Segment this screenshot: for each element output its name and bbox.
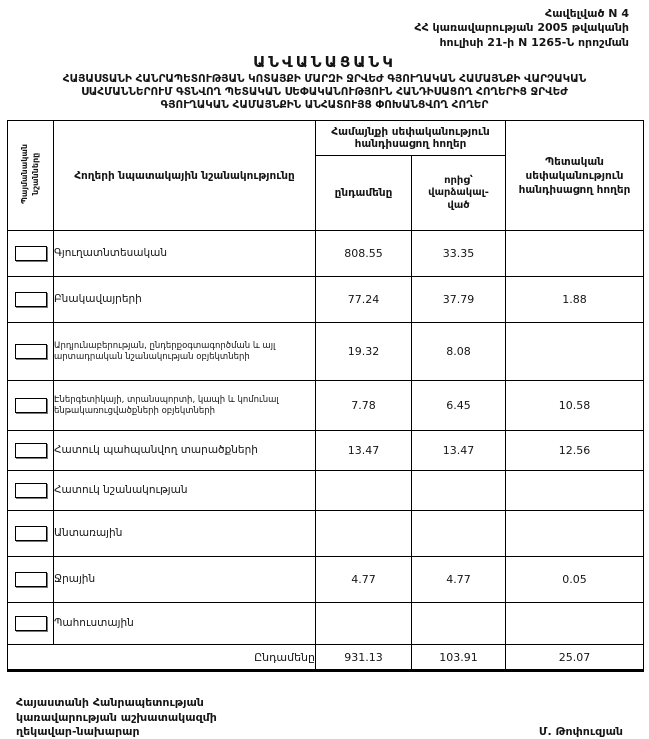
legend-cell [8,511,54,557]
land-category-label: Բնակավայրերի [54,277,316,323]
total-label: Ընդամենը [8,645,316,671]
legend-box [15,526,47,541]
annex-reference [0,0,649,50]
cell-community-leased: 6.45 [412,381,506,431]
land-category-label: Հատուկ նշանակության [54,471,316,511]
header-community-property-group: Համայնքի սեփականություն հանդիսացող հողեր [316,121,506,156]
legend-cell [8,277,54,323]
table-row [8,323,644,381]
total-community-leased: 103.91 [412,645,506,671]
header-community-total: ընդամենը [316,156,412,231]
header-community-leased-label: որից՝ վարձակալ- ված [428,174,489,211]
legend-cell [8,323,54,381]
cell-state-property: 0.05 [506,557,644,603]
cell-community-total: 13.47 [316,431,412,471]
table-row [8,231,644,277]
cell-community-leased: 33.35 [412,231,506,277]
table-row [8,511,644,557]
annex-line-3: հուլիսի 21-ի N 1265-Ն որոշման [439,35,629,49]
legend-cell [8,603,54,645]
table-header-row-1 [8,121,644,156]
total-state-property: 25.07 [506,645,644,671]
subtitle-line-3: ԳՅՈՒՂԱԿԱՆ ՀԱՄԱՅՆՔԻՆ ԱՆՀԱՏՈՒՅՑ ՓՈԽԱՆՑՎՈՂ ՀՈՂԵՐ [160,99,489,112]
cell-community-total: 77.24 [316,277,412,323]
cell-community-leased: 8.08 [412,323,506,381]
legend-box [15,443,47,458]
cell-community-total: 808.55 [316,231,412,277]
cell-state-property [506,603,644,645]
total-community: 931.13 [316,645,412,671]
header-symbols-label: Պայմանական նշանները [20,143,41,204]
cell-community-leased: 4.77 [412,557,506,603]
cell-state-property: 1.88 [506,277,644,323]
table-row [8,277,644,323]
legend-box [15,398,47,413]
signature-section [16,696,623,739]
legend-box [15,344,47,359]
cell-state-property [506,231,644,277]
total-row [8,645,644,671]
legend-cell [8,471,54,511]
cell-state-property [506,471,644,511]
signature-block [16,696,217,739]
header-state-property: Պետական սեփականություն հանդիսացող հողեր [506,121,644,231]
legend-box [15,292,47,307]
land-category-label: Արդյունաբերության, ընդերքօգտագործման և այլ արտադրական նշանակության օբյեկտների [54,323,316,381]
legend-box [15,616,47,631]
signature-line-1: Հայաստանի Հանրապետության [16,696,204,710]
legend-box [15,246,47,261]
cell-community-total: 19.32 [316,323,412,381]
page-title: ԱՆՎԱՆԱՑԱՆԿ [253,52,396,71]
table-row [8,557,644,603]
land-category-label: Պահուստային [54,603,316,645]
header-symbols [8,121,54,231]
table-row [8,431,644,471]
signature-line-2: կառավարության աշխատակազմի [16,710,217,724]
subtitle-line-1: ՀԱՅԱՍՏԱՆԻ ՀԱՆՐԱՊԵՏՈՒԹՅԱՆ ԿՈՏԱՅՔԻ ՄԱՐԶԻ ՋՐՎԵԺ ԳՅՈՒՂԱԿԱՆ ՀԱՄԱՅՆՔԻ ՎԱՐՉԱԿԱՆ [62,72,587,85]
legend-cell [8,557,54,603]
header-land-purpose: Հողերի նպատակային նշանակությունը [54,121,316,231]
document-subtitle [0,73,649,112]
cell-community-leased [412,511,506,557]
legend-box [15,572,47,587]
cell-community-total: 4.77 [316,557,412,603]
cell-community-total: 7.78 [316,381,412,431]
table-row [8,381,644,431]
land-category-label: Հատուկ պահպանվող տարածքների [54,431,316,471]
cell-community-leased [412,471,506,511]
cell-community-total [316,511,412,557]
land-transfer-table [7,120,644,672]
cell-state-property [506,511,644,557]
cell-state-property [506,323,644,381]
cell-state-property: 10.58 [506,381,644,431]
legend-cell [8,431,54,471]
land-category-label: Էներգետիկայի, տրանսպորտի, կապի և կոմունալ ենթակառուցվածքների օբյեկտների [54,381,316,431]
signatory-name: Մ. Թոփուզյան [538,724,623,738]
land-category-label: Անտառային [54,511,316,557]
cell-community-leased: 13.47 [412,431,506,471]
subtitle-line-2: ՍԱՀՄԱՆՆԵՐՈՒՄ ԳՏՆՎՈՂ ՊԵՏԱԿԱՆ ՍԵՓԱԿԱՆՈՒԹՅՈՒՆ ՀԱՆԴԻՍԱՑՈՂ ՀՈՂԵՐԻՑ ՋՐՎԵԺ [81,86,568,99]
signature-line-3: ղեկավար-նախարար [16,724,140,738]
annex-line-1: Հավելված N 4 [545,7,629,20]
cell-community-leased [412,603,506,645]
land-category-label: Գյուղատնտեսական [54,231,316,277]
legend-box [15,483,47,498]
cell-state-property: 12.56 [506,431,644,471]
legend-cell [8,231,54,277]
cell-community-leased: 37.79 [412,277,506,323]
land-category-label: Ջրային [54,557,316,603]
cell-community-total [316,603,412,645]
legend-cell [8,381,54,431]
header-community-leased [412,156,506,231]
table-row [8,603,644,645]
cell-community-total [316,471,412,511]
annex-line-2: ՀՀ կառավարության 2005 թվականի [414,21,629,35]
table-row [8,471,644,511]
